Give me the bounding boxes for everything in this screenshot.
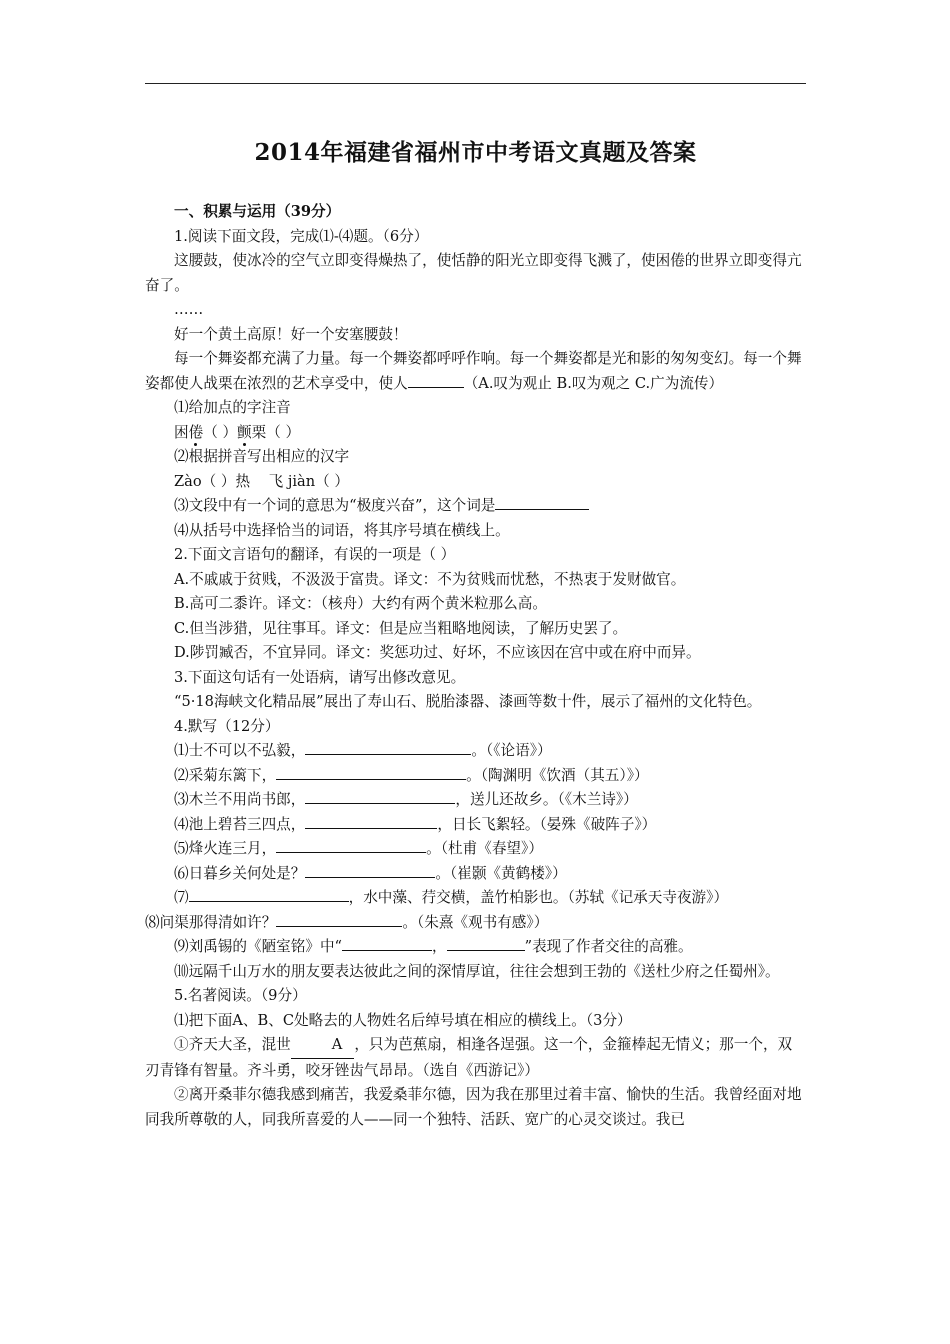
option-c: C.但当涉猎，见往事耳。译文：但是应当粗略地阅读，了解历史罢了。 bbox=[174, 619, 628, 637]
passage-paragraph bbox=[145, 323, 806, 348]
line-text: ⑹日暮乡关何处是？ bbox=[174, 864, 306, 882]
recitation-line bbox=[145, 911, 806, 936]
answer-blank bbox=[276, 911, 402, 927]
passage-text: 好一个黄土高原！ bbox=[174, 325, 291, 343]
option-d: D.陟罚臧否，不宜异同。译文：奖惩功过、好坏，不应该因在宫中或在府中而异。 bbox=[174, 644, 701, 661]
excerpt-text: ，只为芭蕉扇，相逢各逞强。这一个，金箍棒起无情义；那一个，双刃青锋有智量。齐斗勇，咬牙锉齿气昂昂。（选自《西游记》） bbox=[145, 1036, 793, 1079]
line-text: 。（杜甫《春望》） bbox=[426, 840, 543, 857]
recitation-line bbox=[145, 837, 806, 862]
answer-blank bbox=[189, 886, 349, 902]
sub-question: ⑶文段中有一个词的意思为“极度兴奋”，这个词是 bbox=[174, 497, 496, 514]
word-text: 栗（ ） bbox=[251, 423, 301, 441]
passage-paragraph: 这腰鼓，使冰冷的空气立即变得燥热了，使恬静的阳光立即变得飞溅了，使困倦的世界立即变得亢奋了。 bbox=[145, 252, 802, 294]
section-heading: 一、积累与运用（39分） bbox=[174, 203, 341, 220]
line-text: ，送儿还故乡。（《木兰诗》） bbox=[455, 791, 638, 808]
recitation-line bbox=[145, 886, 806, 911]
recitation-line bbox=[145, 764, 806, 789]
pinyin-item: Zào（ ）热 bbox=[174, 472, 251, 490]
recitation-line: ⑽远隔千山万水的朋友要表达彼此之间的深情厚谊，往往会想到王勃的《送杜少府之任蜀州》。 bbox=[174, 962, 780, 980]
answer-blank: A bbox=[291, 1033, 355, 1059]
line-text: ， bbox=[432, 938, 447, 955]
line-text: ⑼刘禹锡的《陋室铭》中“ bbox=[174, 938, 342, 955]
passage-paragraph bbox=[145, 347, 806, 396]
sub-question: ⑵根据拼音写出相应的汉字 bbox=[174, 448, 350, 465]
word-text: 困 bbox=[174, 423, 189, 441]
option-a: A.不戚戚于贫贱，不汲汲于富贵。译文：不为贫贱而忧愁，不热衷于发财做官。 bbox=[174, 570, 686, 588]
recitation-line bbox=[145, 788, 806, 813]
sub-question: ⑴把下面A、B、C处略去的人物姓名后绰号填在相应的横线上。（3分） bbox=[174, 1011, 632, 1029]
line-text: ⑷池上碧苔三四点， bbox=[174, 815, 306, 833]
answer-blank bbox=[305, 862, 435, 878]
recitation-line bbox=[145, 739, 806, 764]
sub-question: ⑴给加点的字注音 bbox=[174, 399, 291, 416]
passage-ellipsis: …… bbox=[174, 301, 204, 318]
sub-question-line bbox=[145, 494, 806, 519]
sub-question-line bbox=[145, 470, 806, 495]
question-4-stem: 4.默写（12分） bbox=[174, 717, 280, 735]
excerpt-paragraph: ②离开桑菲尔德我感到痛苦，我爱桑菲尔德，因为我在那里过着丰富、愉快的生活。我曾经面对地同我所尊敬的人，同我所喜爱的人——同一个独特、活跃、宽广的心灵交谈过。我已 bbox=[145, 1086, 802, 1128]
passage-text: （A.叹为观止 B.叹为观之 C.广为流传） bbox=[463, 374, 724, 392]
answer-blank bbox=[342, 935, 432, 951]
excerpt-paragraph bbox=[145, 1033, 806, 1083]
dotted-char: 颤 bbox=[237, 423, 252, 441]
page-title: 2014年福建省福州市中考语文真题及答案 bbox=[254, 139, 697, 166]
line-text: ，水中藻、荇交横，盖竹柏影也。（苏轼《记承天寺夜游》） bbox=[348, 889, 729, 906]
line-text: ⑺ bbox=[174, 889, 189, 906]
line-text: ⑴士不可以不弘毅， bbox=[174, 742, 306, 759]
answer-blank bbox=[305, 813, 437, 829]
passage-text: 好一个安塞腰鼓！ bbox=[290, 325, 408, 343]
dotted-char: 倦 bbox=[188, 423, 204, 441]
line-text: ⑻问渠那得清如许？ bbox=[145, 913, 277, 931]
pinyin-item: 飞 jiàn（ ） bbox=[268, 472, 349, 490]
line-text: 。（崔颢《黄鹤楼》） bbox=[435, 864, 567, 882]
header-rule bbox=[145, 83, 806, 84]
line-text: 。（朱熹《观书有感》） bbox=[402, 913, 549, 931]
line-text: ⑸烽火连三月， bbox=[174, 840, 277, 857]
question-1-stem: 1.阅读下面文段，完成⑴-⑷题。（6分） bbox=[174, 227, 429, 245]
document-body bbox=[145, 200, 806, 1132]
question-3-text: “5·18海峡文化精品展”展出了寿山石、脱胎漆器、漆画等数十件，展示了福州的文化特色。 bbox=[174, 693, 762, 710]
line-text: ”表现了作者交往的高雅。 bbox=[524, 938, 693, 955]
recitation-line bbox=[145, 813, 806, 838]
line-text: ，日长飞絮轻。（晏殊《破阵子》） bbox=[437, 815, 657, 833]
line-text: ⑵采菊东篱下， bbox=[174, 766, 277, 784]
excerpt-text: ①齐天大圣，混世 bbox=[174, 1036, 291, 1053]
recitation-line bbox=[145, 862, 806, 887]
question-5-stem: 5.名著阅读。（9分） bbox=[174, 987, 307, 1004]
question-3-stem: 3.下面这句话有一处语病，请写出修改意见。 bbox=[174, 668, 466, 686]
line-text: ⑶木兰不用尚书郎， bbox=[174, 791, 306, 808]
option-b: B.高可二黍许。译文：（核舟）大约有两个黄米粒那么高。 bbox=[174, 595, 547, 612]
answer-blank bbox=[276, 764, 466, 780]
answer-blank bbox=[408, 372, 464, 388]
recitation-line bbox=[145, 935, 806, 960]
line-text: 。（陶渊明《饮酒（其五）》） bbox=[466, 766, 649, 784]
answer-blank bbox=[447, 935, 525, 951]
line-text: 。（《论语》） bbox=[471, 742, 552, 759]
answer-blank bbox=[276, 837, 426, 853]
word-text: （ ） bbox=[203, 423, 238, 441]
question-2-stem: 2.下面文言语句的翻译，有误的一项是（ ） bbox=[174, 546, 456, 563]
answer-blank bbox=[495, 494, 589, 510]
sub-question-line bbox=[145, 421, 806, 446]
passage-text: 每一个舞姿都充满了力量。每一个舞姿都呼呼作响。每一个舞姿都是光和影的匆匆变幻。每一个舞姿都使人战栗在浓烈的艺术享受中，使人 bbox=[145, 350, 802, 392]
answer-blank bbox=[305, 739, 471, 755]
sub-question: ⑷从括号中选择恰当的词语，将其序号填在横线上。 bbox=[174, 521, 510, 539]
answer-blank bbox=[305, 788, 455, 804]
